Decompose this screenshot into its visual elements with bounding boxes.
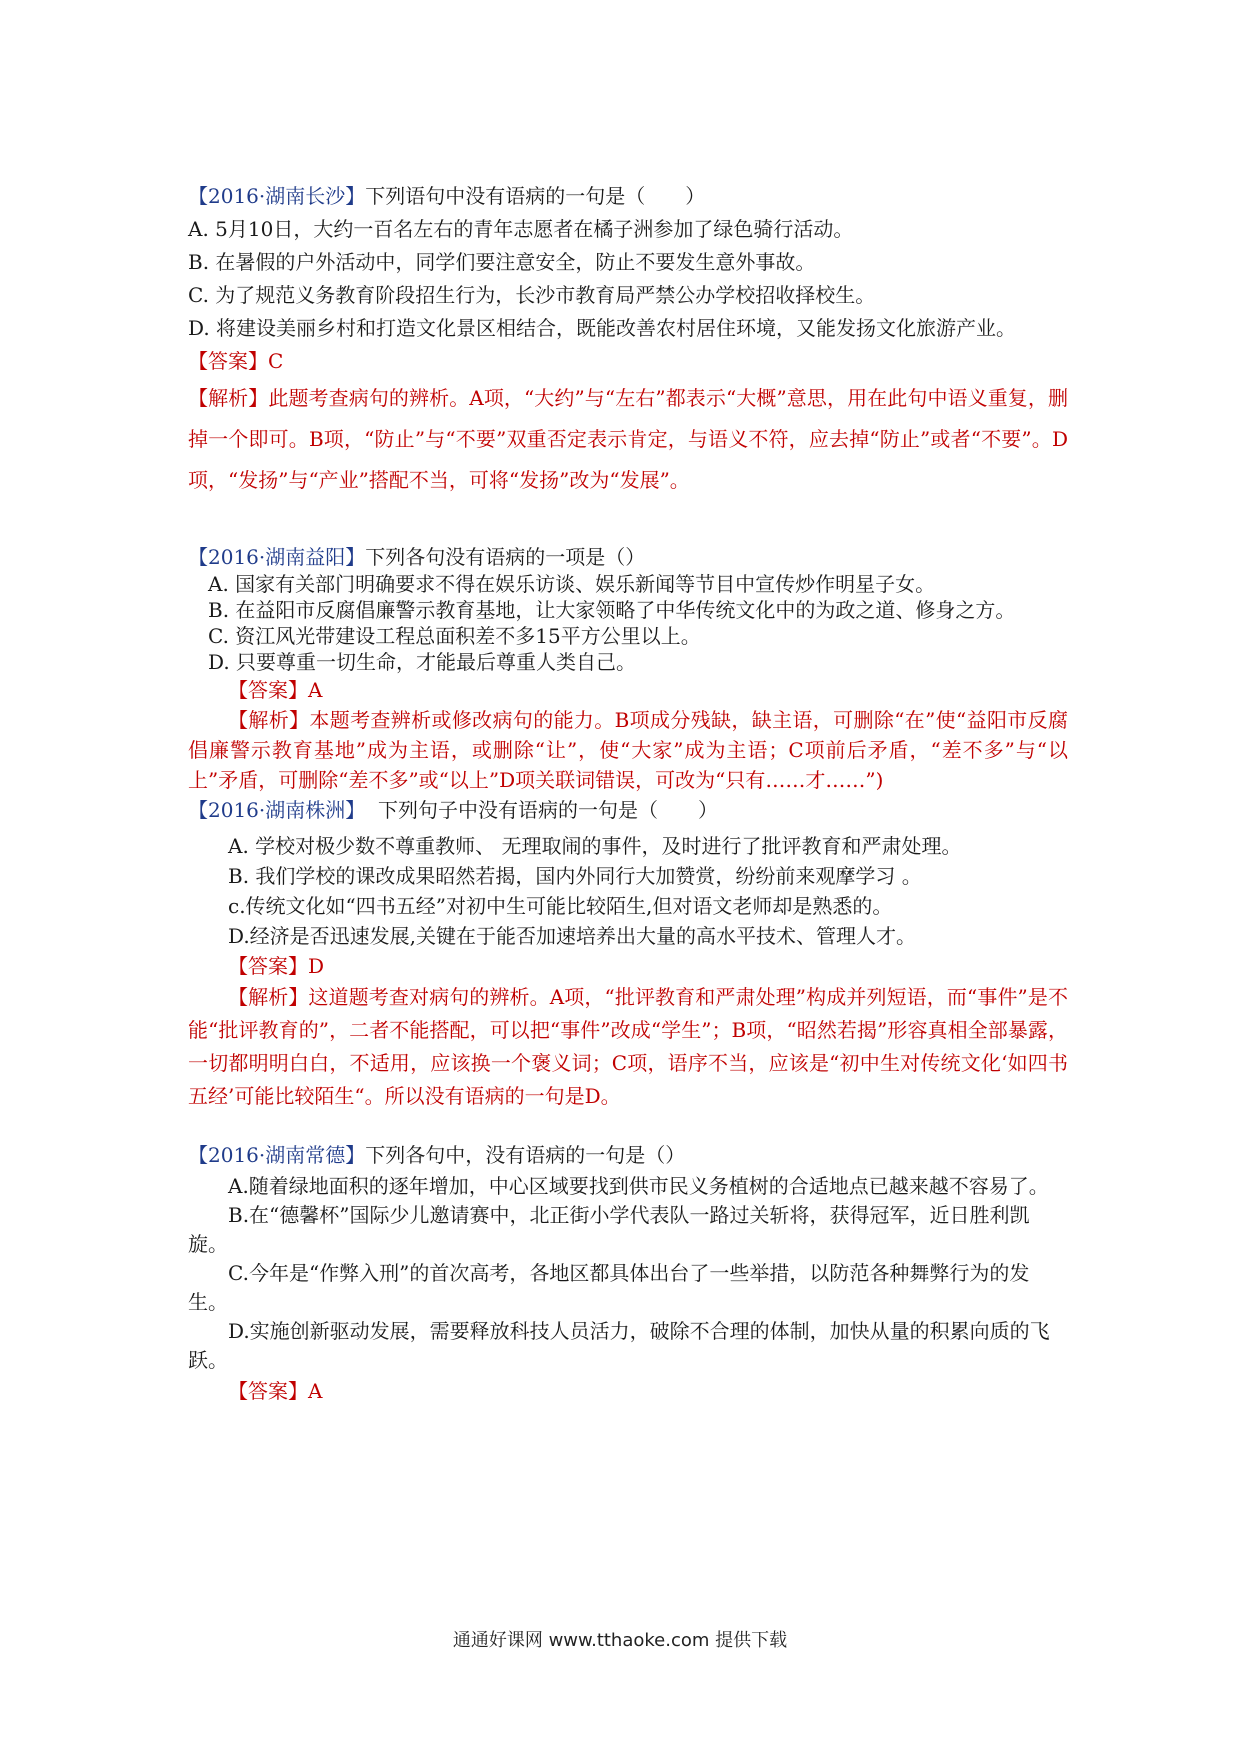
content bbox=[188, 180, 1068, 1408]
option-c: c.传统文化如“四书五经”对初中生可能比较陌生,但对语文老师却是熟悉的。 bbox=[228, 894, 893, 918]
option-d: D.实施创新驱动发展，需要释放科技人员活力，破除不合理的体制，加快从量的积累向质的飞跃。 bbox=[188, 1319, 1050, 1372]
question-3 bbox=[188, 795, 1068, 1113]
answer: 【答案】A bbox=[228, 678, 323, 702]
question-3-source: 【2016·湖南株洲】 bbox=[188, 798, 366, 822]
question-1-source: 【2016·湖南长沙】 bbox=[188, 184, 366, 208]
option-c: C. 资江风光带建设工程总面积差不多15平方公里以上。 bbox=[208, 624, 701, 648]
option-b: B. 我们学校的课改成果昭然若揭，国内外同行大加赞赏，纷纷前来观摩学习 。 bbox=[228, 864, 922, 888]
option-a: A.随着绿地面积的逐年增加，中心区域要找到供市民义务植树的合适地点已越来越不容易了。 bbox=[228, 1174, 1049, 1198]
question-3-header bbox=[188, 795, 1068, 825]
option-a: A. 学校对极少数不尊重教师、 无理取闹的事件，及时进行了批评教育和严肃处理。 bbox=[228, 834, 962, 858]
question-2-header bbox=[188, 543, 1068, 571]
option-b: B.在“德馨杯”国际少儿邀请赛中，北正街小学代表队一路过关斩将，获得冠军，近日胜利凯旋。 bbox=[188, 1203, 1030, 1256]
question-2 bbox=[188, 543, 1068, 795]
question-1-header bbox=[188, 180, 1068, 213]
option-d: D.经济是否迅速发展,关键在于能否加速培养出大量的高水平技术、管理人才。 bbox=[228, 924, 917, 948]
question-4-header bbox=[188, 1139, 1068, 1172]
answer: 【答案】C bbox=[188, 349, 284, 373]
question-4 bbox=[188, 1139, 1068, 1408]
footer: 通通好课网 www.tthaoke.com 提供下载 bbox=[452, 1630, 788, 1651]
question-4-stem: 下列各句中，没有语病的一句是（） bbox=[365, 1143, 686, 1167]
option-a: A. 国家有关部门明确要求不得在娱乐访谈、娱乐新闻等节目中宣传炒作明星子女。 bbox=[208, 572, 936, 596]
option-d: D. 将建设美丽乡村和打造文化景区相结合，既能改善农村居住环境，又能发扬文化旅游产业。 bbox=[188, 316, 1017, 340]
option-a: A. 5月10日，大约一百名左右的青年志愿者在橘子洲参加了绿色骑行活动。 bbox=[188, 217, 854, 241]
question-1-stem: 下列语句中没有语病的一句是（ ） bbox=[365, 184, 706, 208]
option-c: C. 为了规范义务教育阶段招生行为，长沙市教育局严禁公办学校招收择校生。 bbox=[188, 283, 876, 307]
answer: 【答案】D bbox=[228, 954, 325, 978]
question-4-source: 【2016·湖南常德】 bbox=[188, 1143, 366, 1167]
option-b: B. 在暑假的户外活动中，同学们要注意安全，防止不要发生意外事故。 bbox=[188, 250, 816, 274]
analysis: 【解析】本题考查辨析或修改病句的能力。B项成分残缺，缺主语，可删除“在”使“益阳市反腐倡廉警示教育基地”成为主语，或删除“让”，使“大家”成为主语；C项前后矛盾，“差不多”与“以上”矛盾，可删除“差不多”或“以上”D项关联词错误，可改为“只有……才……”) bbox=[188, 708, 1068, 792]
question-3-stem: 下列句子中没有语病的一句是（ ） bbox=[377, 798, 718, 822]
question-1 bbox=[188, 180, 1068, 501]
analysis: 【解析】此题考查病句的辨析。A项，“大约”与“左右”都表示“大概”意思，用在此句中语义重复，删掉一个即可。B项，“防止”与“不要”双重否定表示肯定，与语义不符，应去掉“防止”或者“不要”。D项，“发扬”与“产业”搭配不当，可将“发扬”改为“发展”。 bbox=[188, 386, 1068, 492]
option-b: B. 在益阳市反腐倡廉警示教育基地，让大家领略了中华传统文化中的为政之道、修身之方。 bbox=[208, 598, 1016, 622]
question-2-stem: 下列各句没有语病的一项是（） bbox=[365, 545, 646, 569]
analysis: 【解析】这道题考查对病句的辨析。A项，“批评教育和严肃处理”构成并列短语，而“事件”是不能“批评教育的”，二者不能搭配，可以把“事件”改成“学生”；B项，“昭然若揭”形容真相全部暴露，一切都明明白白，不适用，应该换一个褒义词；C项，语序不当，应该是“初中生对传统文化‘如四书五经’可能比较陌生“。所以没有语病的一句是D。 bbox=[188, 985, 1068, 1108]
option-d: D. 只要尊重一切生命，才能最后尊重人类自己。 bbox=[208, 650, 637, 674]
question-2-source: 【2016·湖南益阳】 bbox=[188, 545, 366, 569]
option-c: C.今年是“作弊入刑”的首次高考，各地区都具体出台了一些举措，以防范各种舞弊行为的发生。 bbox=[188, 1261, 1030, 1314]
answer: 【答案】A bbox=[228, 1379, 323, 1403]
